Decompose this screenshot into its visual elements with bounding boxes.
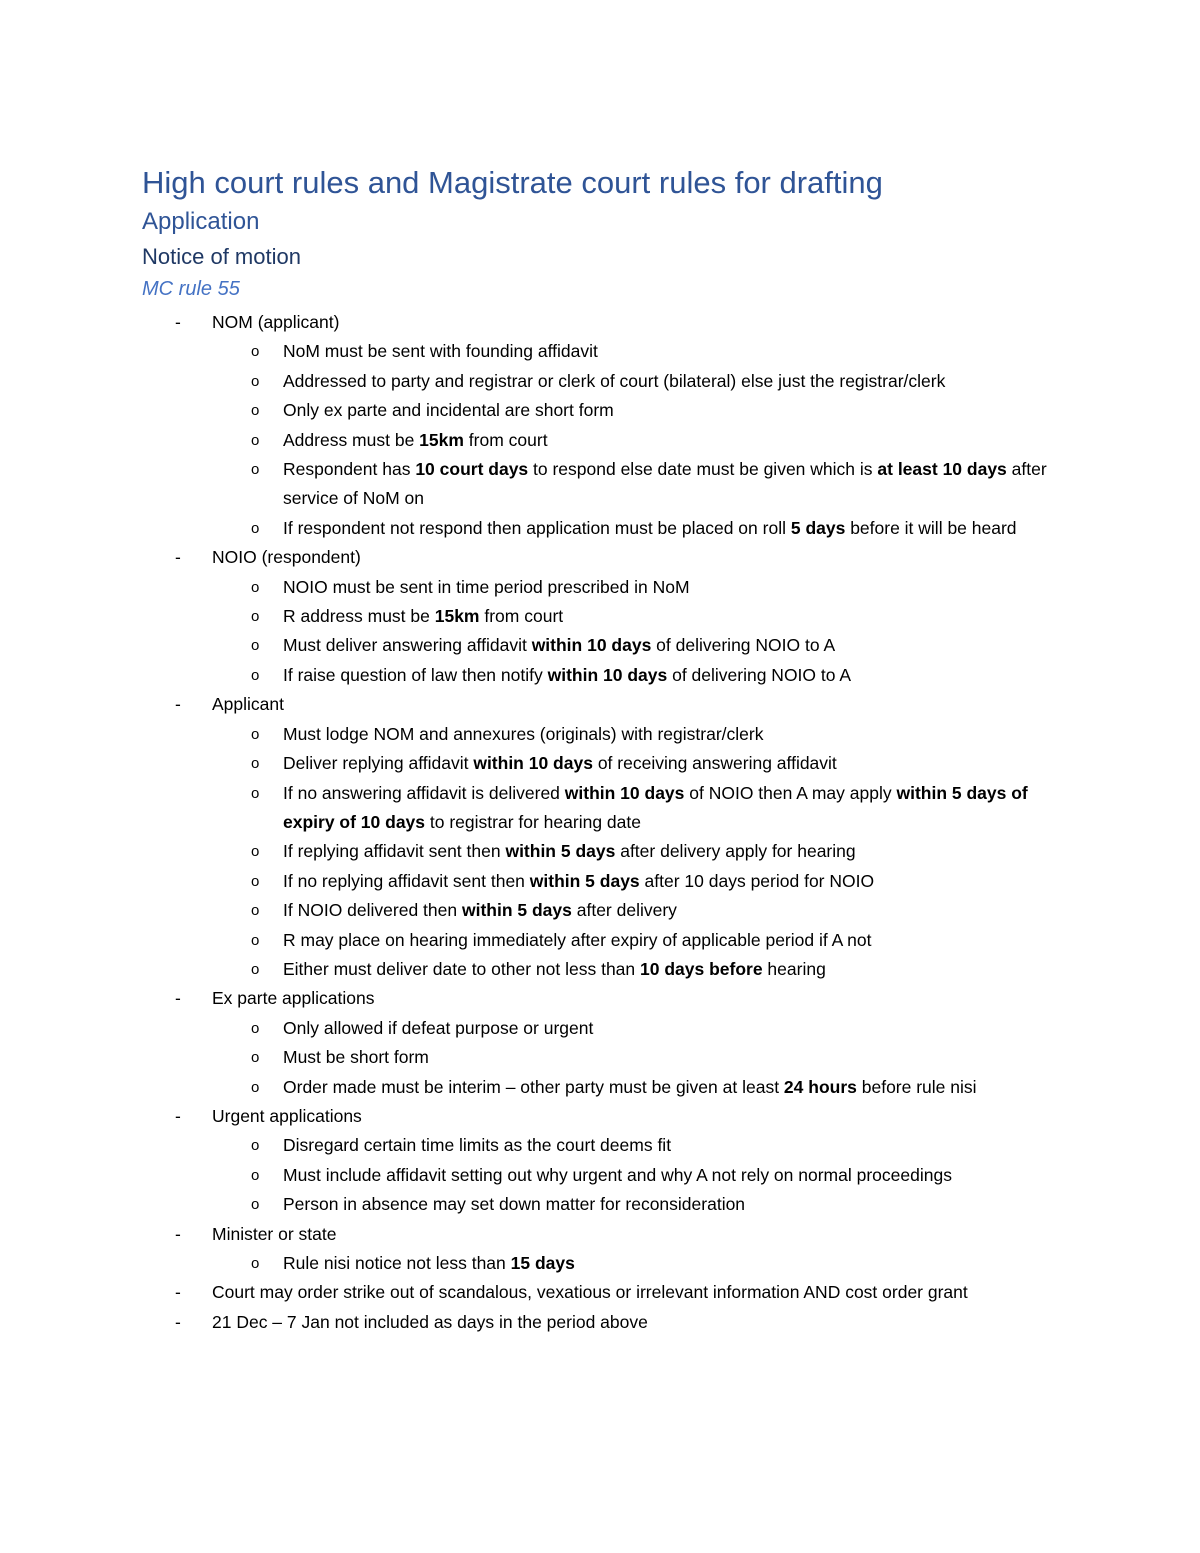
item-text: If no answering affidavit is delivered xyxy=(283,782,565,803)
item-text: R may place on hearing immediately after expiry of applicable period if A not xyxy=(283,929,872,950)
document-content xyxy=(142,162,1062,1337)
item-text: Only allowed if defeat purpose or urgent xyxy=(283,1017,594,1038)
list-item xyxy=(212,661,1062,690)
list-item xyxy=(212,337,1062,366)
emphasis-text: 24 hours xyxy=(783,1076,857,1097)
section-item xyxy=(142,1220,1062,1279)
list-item xyxy=(212,749,1062,778)
circle-bullet: o xyxy=(251,343,260,361)
sub-list xyxy=(212,720,1062,985)
section-label: 21 Dec – 7 Jan not included as days in the period above xyxy=(212,1311,648,1332)
circle-bullet: o xyxy=(251,960,260,978)
circle-bullet: o xyxy=(251,608,260,626)
item-text: of delivering NOIO to A xyxy=(651,635,836,656)
item-text: before rule nisi xyxy=(856,1076,977,1097)
dash-bullet: - xyxy=(175,1105,181,1126)
sub-list xyxy=(212,1131,1062,1219)
sub-list xyxy=(212,1014,1062,1102)
sub-list xyxy=(212,337,1062,543)
dash-bullet: - xyxy=(175,1223,181,1244)
item-text: of delivering NOIO to A xyxy=(667,664,852,685)
list-item xyxy=(212,631,1062,660)
circle-bullet: o xyxy=(251,578,260,596)
circle-bullet: o xyxy=(251,461,260,479)
item-text: Must lodge NOM and annexures (originals) with registrar/clerk xyxy=(283,723,764,744)
section-label: Minister or state xyxy=(212,1223,337,1244)
emphasis-text: 10 days before xyxy=(640,958,763,979)
dash-bullet: - xyxy=(175,547,181,568)
document-title: High court rules and Magistrate court rules for drafting xyxy=(142,165,883,200)
heading-application: Application xyxy=(142,208,260,235)
section-label: NOM (applicant) xyxy=(212,312,340,332)
item-text: of NOIO then A may apply xyxy=(684,782,897,803)
circle-bullet: o xyxy=(251,1255,260,1272)
item-text: after service of NoM on xyxy=(283,459,1047,509)
circle-bullet: o xyxy=(251,372,260,390)
circle-bullet: o xyxy=(251,1019,260,1037)
item-text: If no replying affidavit sent then xyxy=(283,870,530,891)
emphasis-text: 10 court days xyxy=(415,459,529,480)
circle-bullet: o xyxy=(251,1196,260,1214)
item-text: Must be short form xyxy=(283,1047,429,1068)
section-item xyxy=(142,1102,1062,1220)
dash-bullet: - xyxy=(175,988,181,1009)
dash-bullet: - xyxy=(175,694,181,715)
item-text: Disregard certain time limits as the court deems fit xyxy=(283,1135,672,1156)
dash-bullet: - xyxy=(175,1282,181,1303)
item-text: NoM must be sent with founding affidavit xyxy=(283,341,598,362)
dash-bullet: - xyxy=(175,1311,181,1332)
circle-bullet: o xyxy=(251,843,260,861)
list-item xyxy=(212,514,1062,543)
emphasis-text: within 5 days xyxy=(505,841,616,862)
item-text: Addressed to party and registrar or clerk of court (bilateral) else just the registrar/clerk xyxy=(283,370,946,391)
circle-bullet: o xyxy=(251,1049,260,1067)
item-text: after delivery apply for hearing xyxy=(615,841,856,862)
emphasis-text: within 5 days of expiry of 10 days xyxy=(283,782,1028,832)
circle-bullet: o xyxy=(251,1166,260,1184)
circle-bullet: o xyxy=(251,637,260,655)
item-text: Order made must be interim – other party must be given at least xyxy=(283,1076,784,1097)
item-text: from court xyxy=(463,429,548,450)
sub-list xyxy=(212,1249,1062,1278)
list-item xyxy=(212,837,1062,866)
item-text: after delivery xyxy=(571,900,677,921)
list-item xyxy=(212,1161,1062,1190)
circle-bullet: o xyxy=(251,1078,260,1096)
item-text: If respondent not respond then application must be placed on roll xyxy=(283,517,791,538)
emphasis-text: within 10 days xyxy=(547,664,668,685)
section-item xyxy=(142,1308,1062,1337)
item-text: Deliver replying affidavit xyxy=(283,753,474,774)
item-text: Address must be xyxy=(283,429,420,450)
section-label: Urgent applications xyxy=(212,1105,362,1126)
list-item xyxy=(212,926,1062,955)
list-item xyxy=(212,1190,1062,1219)
list-item xyxy=(212,867,1062,896)
item-text: Person in absence may set down matter for reconsideration xyxy=(283,1194,746,1215)
dash-bullet: - xyxy=(175,312,181,332)
item-text: Either must deliver date to other not less than xyxy=(283,958,640,979)
item-text: after 10 days period for NOIO xyxy=(639,870,875,891)
item-text: R address must be xyxy=(283,606,435,627)
list-item xyxy=(212,896,1062,925)
section-item xyxy=(142,984,1062,1102)
list-item xyxy=(212,1043,1062,1072)
list-item xyxy=(212,720,1062,749)
item-text: If NOIO delivered then xyxy=(283,900,462,921)
emphasis-text: within 5 days xyxy=(529,870,640,891)
circle-bullet: o xyxy=(251,725,260,743)
section-item xyxy=(142,308,1062,543)
list-item xyxy=(212,455,1062,514)
list-item xyxy=(212,426,1062,455)
emphasis-text: at least 10 days xyxy=(877,459,1007,480)
circle-bullet: o xyxy=(251,755,260,773)
heading-notice-of-motion: Notice of motion xyxy=(142,244,301,269)
item-text: hearing xyxy=(762,958,826,979)
item-text: If raise question of law then notify xyxy=(283,664,548,685)
circle-bullet: o xyxy=(251,931,260,949)
circle-bullet: o xyxy=(251,666,260,684)
emphasis-text: 15 days xyxy=(510,1253,575,1273)
item-text: If replying affidavit sent then xyxy=(283,841,506,862)
section-label: NOIO (respondent) xyxy=(212,547,361,568)
section-label: Court may order strike out of scandalous, vexatious or irrelevant information AND cost order grant xyxy=(212,1282,968,1303)
list-item xyxy=(212,367,1062,396)
emphasis-text: within 10 days xyxy=(564,782,685,803)
emphasis-text: within 10 days xyxy=(531,635,652,656)
circle-bullet: o xyxy=(251,402,260,420)
circle-bullet: o xyxy=(251,902,260,920)
item-text: Only ex parte and incidental are short form xyxy=(283,400,614,421)
list-item xyxy=(212,1131,1062,1160)
emphasis-text: 15km xyxy=(434,606,480,627)
circle-bullet: o xyxy=(251,1137,260,1155)
list-item xyxy=(212,573,1062,602)
item-text: of receiving answering affidavit xyxy=(592,753,837,774)
item-text: Must include affidavit setting out why urgent and why A not rely on normal proceedings xyxy=(283,1164,952,1185)
list-item xyxy=(212,396,1062,425)
circle-bullet: o xyxy=(251,519,260,537)
section-label: Ex parte applications xyxy=(212,988,375,1009)
list-item xyxy=(212,1073,1062,1102)
section-item xyxy=(142,690,1062,984)
list-item xyxy=(212,1014,1062,1043)
item-text: from court xyxy=(479,606,564,627)
item-text: to registrar for hearing date xyxy=(425,811,641,832)
emphasis-text: within 10 days xyxy=(473,753,593,774)
emphasis-text: 5 days xyxy=(790,517,846,538)
circle-bullet: o xyxy=(251,872,260,890)
list-item xyxy=(212,602,1062,631)
list-item xyxy=(212,1249,1062,1278)
circle-bullet: o xyxy=(251,431,260,449)
list-item xyxy=(212,955,1062,984)
item-text: Respondent has xyxy=(283,459,416,480)
item-text: Must deliver answering affidavit xyxy=(283,635,532,656)
item-text: before it will be heard xyxy=(845,517,1017,538)
item-text: Rule nisi notice not less than xyxy=(283,1253,511,1273)
circle-bullet: o xyxy=(251,784,260,802)
heading-mc-rule: MC rule 55 xyxy=(142,278,240,300)
sub-list xyxy=(212,573,1062,691)
section-label: Applicant xyxy=(212,694,284,715)
item-text: to respond else date must be given which is xyxy=(528,459,878,480)
item-text: NOIO must be sent in time period prescribed in NoM xyxy=(283,576,690,597)
list-item xyxy=(212,779,1062,838)
section-item xyxy=(142,543,1062,690)
emphasis-text: 15km xyxy=(419,429,464,450)
rules-list xyxy=(142,308,1062,1337)
emphasis-text: within 5 days xyxy=(461,900,572,921)
section-item xyxy=(142,1278,1062,1307)
